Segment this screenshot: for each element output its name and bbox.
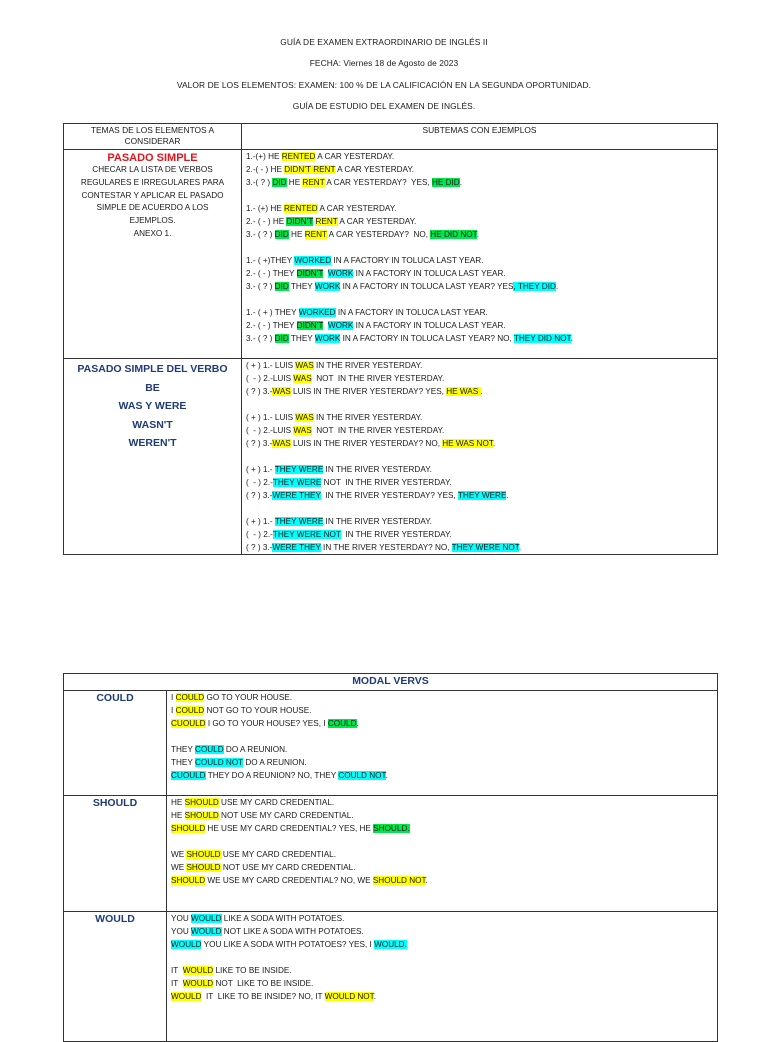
should-examples: HE SHOULD USE MY CARD CREDENTIAL. HE SHOULD NOT USE MY CARD CREDENTIAL. SHOULD HE USE MY CARD CREDENTIAL? YES, HE SHOULD. WE SHOULD USE MY CARD CREDENTIAL. WE SHOULD NOT USE MY CARD CREDENTIAL. SHOULD WE USE MY CARD CREDENTIAL? NO, WE SHOULD NOT.	[167, 796, 718, 912]
should-label: SHOULD	[92, 797, 138, 809]
pasado-be-title-2: BE	[145, 381, 160, 394]
modal-verbs-title: MODAL VERVS	[64, 674, 718, 691]
pasado-simple-title: PASADO SIMPLE	[107, 152, 198, 164]
col-header-subtopics: SUBTEMAS CON EJEMPLOS	[242, 124, 718, 150]
annex-label: ANEXO 1.	[133, 228, 172, 238]
doc-date: FECHA: Viernes 18 de Agosto de 2023	[309, 58, 459, 68]
col-header-topics: TEMAS DE LOS ELEMENTOS A CONSIDERAR	[64, 124, 242, 150]
doc-value: VALOR DE LOS ELEMENTOS: EXAMEN: 100 % DE LA CALIFICACIÓN EN LA SEGUNDA OPORTUNIDAD.	[176, 80, 592, 90]
could-examples: I COULD GO TO YOUR HOUSE. I COULD NOT GO TO YOUR HOUSE. CUOULD I GO TO YOUR HOUSE? YES, I COULD. THEY COULD DO A REUNION. THEY COULD NOT DO A REUNION. CUOULD THEY DO A REUNION? NO, THEY COULD NOT.	[167, 691, 718, 796]
pasado-be-title-4: WASN'T	[132, 418, 173, 431]
pasado-be-title-1: PASADO SIMPLE DEL VERBO	[77, 363, 228, 375]
pasado-simple-description: CHECAR LA LISTA DE VERBOS REGULARES E IRREGULARES PARA CONTESTAR Y APLICAR EL PASADO SIMPLE DE ACUERDO A LOS EJEMPLOS.	[80, 165, 225, 226]
pasado-be-examples: ( + ) 1.- LUIS WAS IN THE RIVER YESTERDAY. ( - ) 2.-LUIS WAS NOT IN THE RIVER YESTERDAY. ( ? ) 3.-WAS LUIS IN THE RIVER YESTERDAY? YES, HE WAS . ( + ) 1.- LUIS WAS IN THE RIVER YESTERDAY. ( - ) 2.-LUIS WAS NOT IN THE RIVER YESTERDAY. ( ? ) 3.-WAS LUIS IN THE RIVER YESTERDAY? NO, HE WAS NOT. ( + ) 1.- THEY WERE IN THE RIVER YESTERDAY. ( - ) 2.-THEY WERE NOT IN THE RIVER YESTERDAY. ( ? ) 3.-WERE THEY IN THE RIVER YESTERDAY? YES, THEY WERE. ( + ) 1.- THEY WERE IN THE RIVER YESTERDAY. ( - ) 2.-THEY WERE NOT IN THE RIVER YESTERDAY. ( ? ) 3.-WERE THEY IN THE RIVER YESTERDAY? NO, THEY WERE NOT.	[242, 359, 718, 555]
pasado-simple-examples: 1.-(+) HE RENTED A CAR YESTERDAY. 2.-( - ) HE DIDN’T RENT A CAR YESTERDAY. 3.-( ? ) DID HE RENT A CAR YESTERDAY? YES, HE DID. 1.- (+) HE RENTED A CAR YESTERDAY. 2.- ( - ) HE DIDN’T RENT A CAR YESTERDAY. 3.- ( ? ) DID HE RENT A CAR YESTERDAY? NO, HE DID NOT. 1.- ( +)THEY WORKED IN A FACTORY IN TOLUCA LAST YEAR. 2.- ( - ) THEY DIDN’T WORK IN A FACTORY IN TOLUCA LAST YEAR. 3.- ( ? ) DID THEY WORK IN A FACTORY IN TOLUCA LAST YEAR? YES, THEY DID. 1.- ( + ) THEY WORKED IN A FACTORY IN TOLUCA LAST YEAR. 2.- ( - ) THEY DIDN’T WORK IN A FACTORY IN TOLUCA LAST YEAR. 3.- ( ? ) DID THEY WORK IN A FACTORY IN TOLUCA LAST YEAR? NO, THEY DID NOT.	[242, 150, 718, 359]
modal-verbs-table	[63, 673, 718, 1042]
pasado-be-topic	[64, 359, 242, 555]
pasado-be-title-3: WAS Y WERE	[118, 400, 187, 412]
should-cell	[64, 796, 167, 912]
doc-title: GUÍA DE EXAMEN EXTRAORDINARIO DE INGLÉS II	[280, 37, 488, 47]
would-examples: YOU WOULD LIKE A SODA WITH POTATOES. YOU WOULD NOT LIKE A SODA WITH POTATOES. WOULD YOU LIKE A SODA WITH POTATOES? YES, I WOULD. IT WOULD LIKE TO BE INSIDE. IT WOULD NOT LIKE TO BE INSIDE. WOULD IT LIKE TO BE INSIDE? NO, IT WOULD NOT.	[167, 912, 718, 1042]
doc-subtitle: GUÍA DE ESTUDIO DEL EXAMEN DE INGLÉS.	[292, 101, 476, 111]
pasado-be-title-5: WEREN'T	[128, 437, 177, 449]
would-label: WOULD	[95, 913, 135, 925]
could-cell	[64, 691, 167, 796]
could-label: COULD	[96, 692, 134, 704]
topics-table	[63, 123, 718, 555]
would-cell	[64, 912, 167, 1042]
pasado-simple-topic	[64, 150, 242, 359]
